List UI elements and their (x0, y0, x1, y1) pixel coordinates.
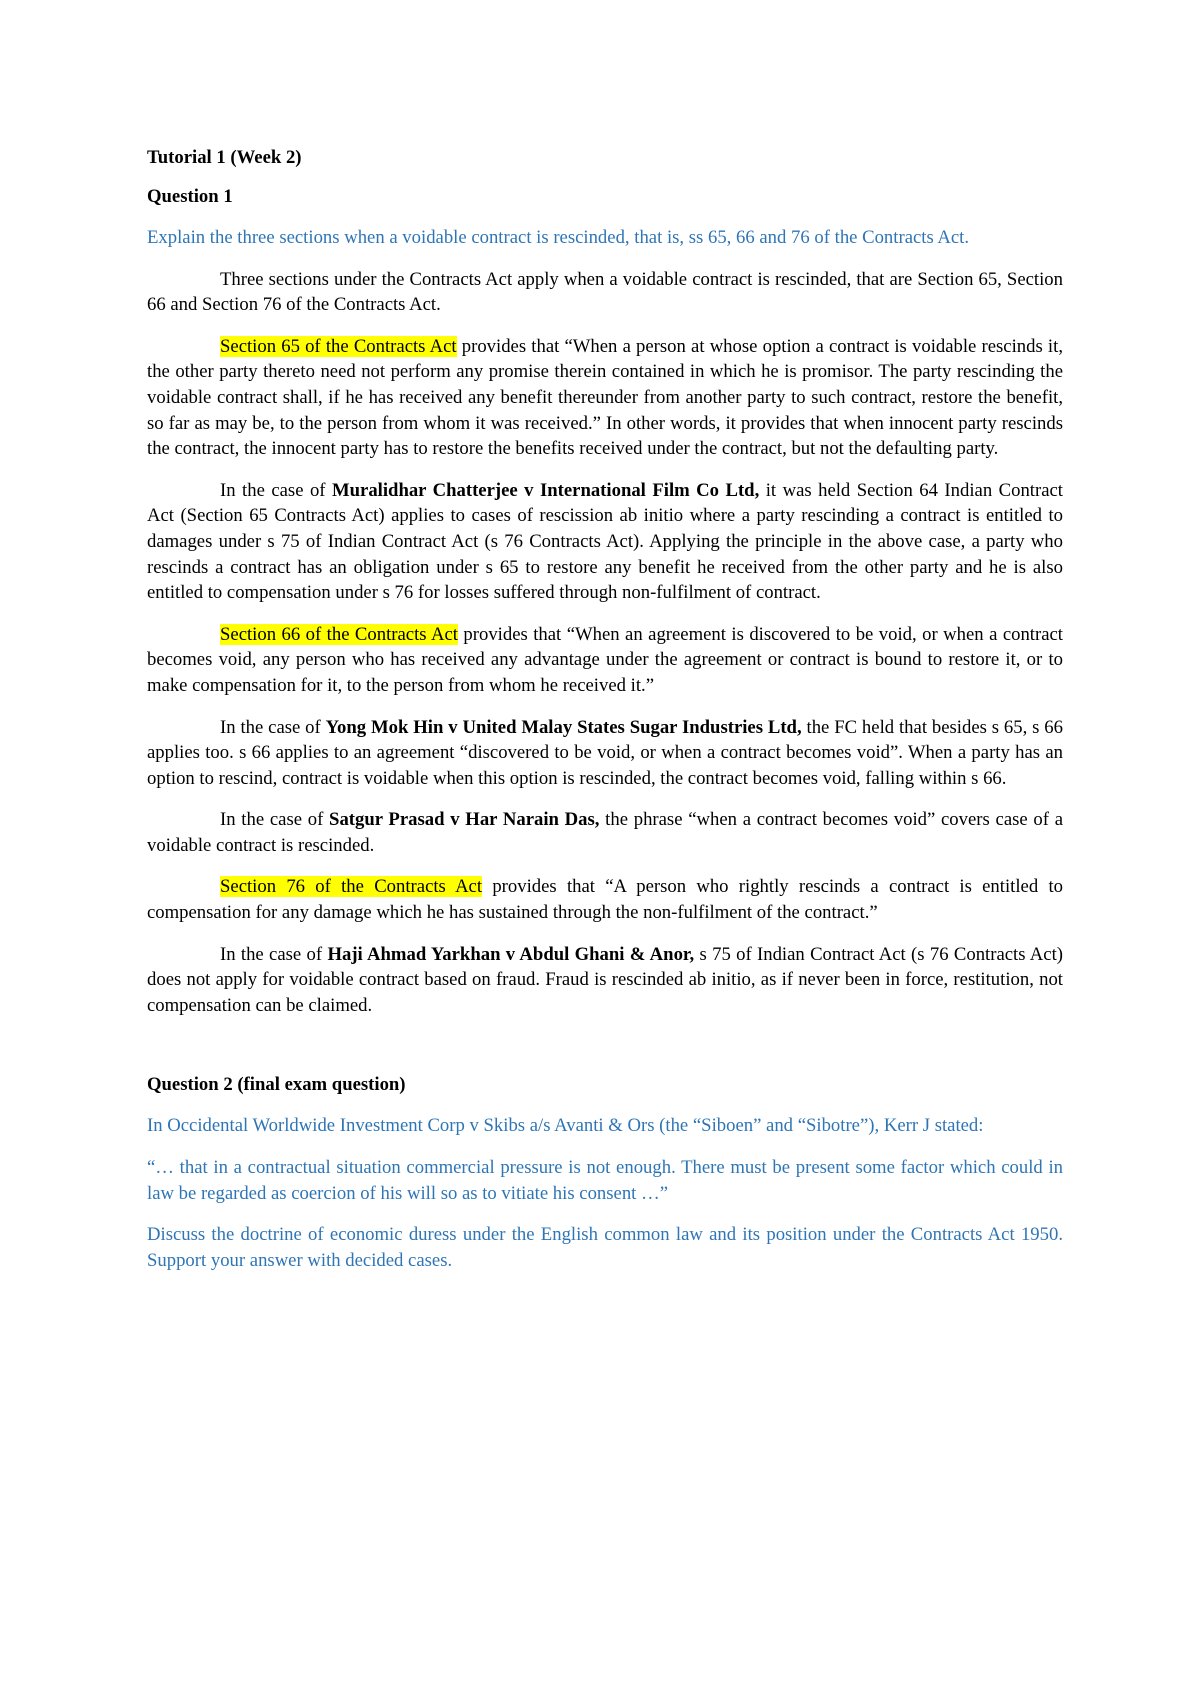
case-intro-text: In the case of (220, 809, 330, 831)
case-intro-text: In the case of (220, 716, 326, 738)
case-yong-mok-hin-paragraph (147, 715, 1063, 792)
case-intro-text: In the case of (220, 943, 328, 965)
section-spacer (147, 1034, 1063, 1074)
question-2-prompt: In Occidental Worldwide Investment Corp v Skibs a/s Avanti & Ors (the “Siboen” and “Sibotre”), Kerr J stated: (147, 1115, 984, 1137)
case-text: the FC held that besides s 65, s 66 applies too. s 66 applies to an agreement “discovered to be void, or when a contract becomes void”. When a party has an option to rescind, contract is voidable when this option is rescinded, the contract becomes void, falling within s 66. (147, 716, 1063, 789)
section-66-highlight: Section 66 of the Contracts Act (220, 623, 458, 645)
case-intro-text: In the case of (220, 479, 332, 501)
section-66-text: provides that “When an agreement is discovered to be void, or when a contract becomes void, any person who has received any advantage under the agreement or contract is bound to restore it, or to make compensation for it, to the person from whom he received it.” (147, 623, 1063, 696)
question-2-task: Discuss the doctrine of economic duress under the English common law and its position under the Contracts Act 1950. Support your answer with decided cases. (147, 1224, 1063, 1271)
question-1-heading: Question 1 (147, 186, 233, 207)
case-name: Satgur Prasad v Har Narain Das, (329, 809, 600, 831)
section-65-highlight: Section 65 of the Contracts Act (220, 335, 457, 357)
section-65-paragraph (147, 334, 1063, 462)
case-name: Haji Ahmad Yarkhan v Abdul Ghani & Anor, (327, 943, 695, 965)
case-name: Yong Mok Hin v United Malay States Sugar Industries Ltd, (325, 716, 802, 738)
question-2-quote: “… that in a contractual situation commercial pressure is not enough. There must be present some factor which could in law be regarded as coercion of his will so as to vitiate his consent …” (147, 1157, 1063, 1204)
case-satgur-prasad-paragraph (147, 807, 1063, 858)
case-muralidhar-paragraph (147, 478, 1063, 606)
case-text: the phrase “when a contract becomes void” covers case of a voidable contract is rescinded. (147, 809, 1063, 856)
case-haji-ahmad-paragraph (147, 942, 1063, 1019)
document-title: Tutorial 1 (Week 2) (147, 147, 302, 168)
section-65-text: provides that “When a person at whose option a contract is voidable rescinds it, the other party thereto need not perform any promise therein contained in which he is promisor. The party rescinding the voidable contract shall, if he has received any benefit thereunder from another party to such contract, restore the benefit, so far as may be, to the person from whom it was received.” In other words, it provides that when innocent party rescinds the contract, the innocent party has to restore the benefits received under the contract, but not the defaulting party. (147, 335, 1063, 460)
case-text: s 75 of Indian Contract Act (s 76 Contracts Act) does not apply for voidable contract based on fraud. Fraud is rescinded ab initio, as if never been in force, restitution, not compensation can be claimed. (147, 943, 1064, 1016)
section-76-text: provides that “A person who rightly rescinds a contract is entitled to compensation for any damage which he has sustained through the non-fulfilment of the contract.” (147, 876, 1063, 924)
question-2-heading: Question 2 (final exam question) (147, 1074, 406, 1096)
q1-intro-paragraph: Three sections under the Contracts Act apply when a voidable contract is rescinded, that are Section 65, Section 66 and Section 76 of the Contracts Act. (147, 268, 1063, 316)
section-66-paragraph (147, 622, 1063, 699)
section-76-paragraph (147, 874, 1063, 925)
section-76-highlight: Section 76 of the Contracts Act (220, 876, 483, 898)
case-name: Muralidhar Chatterjee v International Film Co Ltd, (332, 479, 760, 501)
case-text: it was held Section 64 Indian Contract Act (Section 65 Contracts Act) applies to cases of rescission ab initio where a party rescinding a contract is entitled to damages under s 75 of Indian Contract Act (s 76 Contracts Act). Applying the principle in the above case, a party who rescinds a contract has an obligation under s 65 to restore any benefit he received from the other party and he is also entitled to compensation under s 76 for losses suffered through non-fulfilment of contract. (147, 479, 1063, 604)
question-1-prompt: Explain the three sections when a voidable contract is rescinded, that is, ss 65, 66 and 76 of the Contracts Act. (147, 227, 970, 248)
